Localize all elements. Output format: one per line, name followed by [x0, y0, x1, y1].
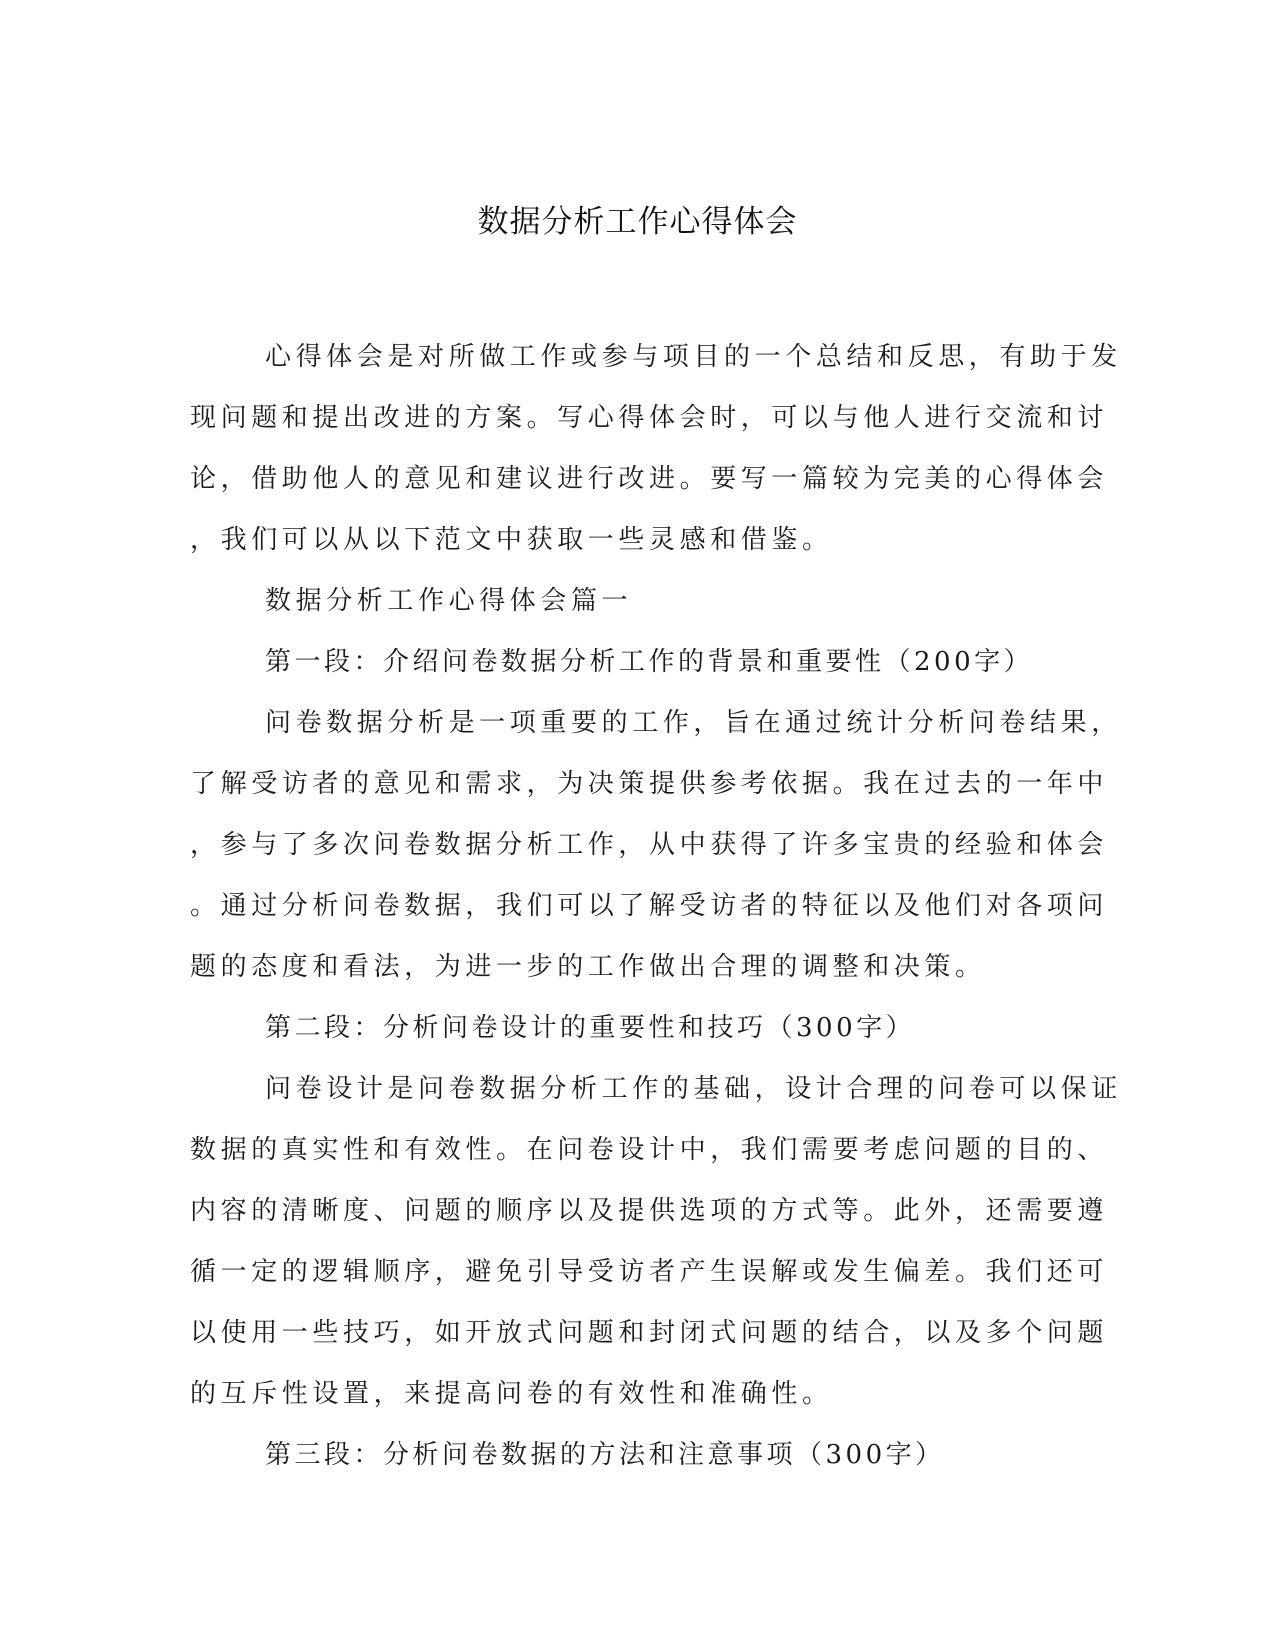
paragraph-line: 数据的真实性和有效性。在问卷设计中，我们需要考虑问题的目的、 [190, 1135, 1109, 1165]
paragraph-line: 了解受访者的意见和需求，为决策提供参考依据。我在过去的一年中 [190, 769, 1109, 799]
paragraph-line: 内容的清晰度、问题的顺序以及提供选项的方式等。此外，还需要遵 [190, 1196, 1109, 1226]
paragraph-line: 论，借助他人的意见和建议进行改进。要写一篇较为完美的心得体会 [190, 464, 1109, 494]
document-body [190, 327, 1122, 1486]
paragraph-line: 现问题和提出改进的方案。写心得体会时，可以与他人进行交流和讨 [190, 403, 1109, 433]
paragraph-line: 循一定的逻辑顺序，避免引导受访者产生误解或发生偏差。我们还可 [190, 1257, 1109, 1287]
paragraph-line: 题的态度和看法，为进一步的工作做出合理的调整和决策。 [190, 952, 986, 982]
paragraph-line: 的互斥性设置，来提高问卷的有效性和准确性。 [190, 1379, 833, 1409]
paragraph-line: 数据分析工作心得体会篇一 [265, 586, 633, 616]
document-title: 数据分析工作心得体会 [477, 204, 798, 240]
paragraph-line: ，我们可以从以下范文中获取一些灵感和借鉴。 [190, 525, 833, 555]
paragraph-line: 以使用一些技巧，如开放式问题和封闭式问题的结合，以及多个问题 [190, 1318, 1109, 1348]
paragraph-line: 问卷设计是问卷数据分析工作的基础，设计合理的问卷可以保证 [265, 1074, 1122, 1104]
paragraph-line: 心得体会是对所做工作或参与项目的一个总结和反思，有助于发 [265, 342, 1122, 372]
section-heading-line: 第三段：分析问卷数据的方法和注意事项（300字） [265, 1440, 945, 1470]
paragraph-line: 。通过分析问卷数据，我们可以了解受访者的特征以及他们对各项问 [190, 891, 1109, 921]
section-heading-line: 第一段：介绍问卷数据分析工作的背景和重要性（200字） [265, 647, 1034, 677]
paragraph-line: 问卷数据分析是一项重要的工作，旨在通过统计分析问卷结果， [265, 708, 1122, 738]
paragraph-line: ，参与了多次问卷数据分析工作，从中获得了许多宝贵的经验和体会 [190, 830, 1109, 860]
section-heading-line: 第二段：分析问卷设计的重要性和技巧（300字） [265, 1013, 916, 1043]
